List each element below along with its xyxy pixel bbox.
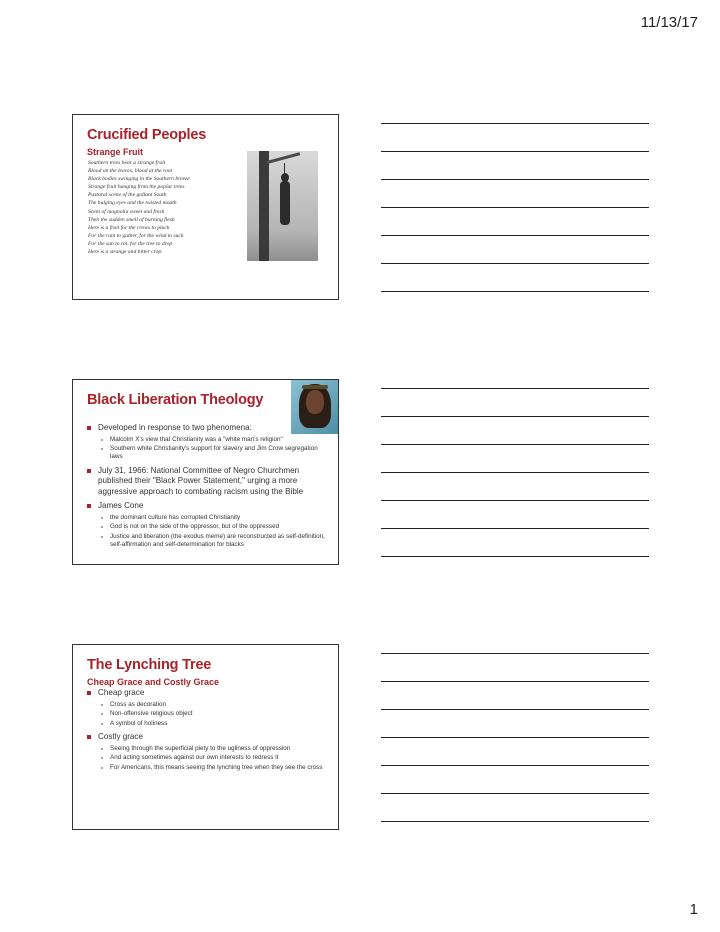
bullet-marker-icon (87, 735, 91, 739)
dot-icon (101, 536, 103, 538)
dot-icon (101, 448, 103, 450)
page-number: 1 (689, 901, 698, 918)
sub-bullet-item: A symbol of holiness (98, 720, 332, 728)
sub-bullet-item: And acting sometimes against our own interests to redress it (98, 754, 332, 762)
sub-bullet-item: Cross as decoration (98, 701, 332, 709)
dot-icon (101, 723, 103, 725)
poem-line: Black bodies swinging in the Southern breeze (88, 176, 190, 183)
lynching-photo (247, 151, 318, 261)
slide-crucified-peoples (72, 114, 339, 300)
dot-icon (101, 748, 103, 750)
poem-line: For the sun to rot, for the tree to drop (88, 240, 173, 247)
poem-line: The bulging eyes and the twisted mouth (88, 200, 177, 207)
bullet-list (87, 423, 332, 553)
slide-subtitle: Cheap Grace and Costly Grace (87, 677, 220, 687)
dot-icon (101, 767, 103, 769)
handout-date: 11/13/17 (640, 14, 698, 31)
bullet-text: Costly grace (98, 732, 143, 742)
poem-line: For the rain to gather, for the wind to suck (88, 232, 184, 239)
slide-subtitle: Strange Fruit (87, 147, 144, 157)
sub-bullet-item: Southern white Christianity's support for slavery and Jim Crow segregation laws (98, 445, 332, 461)
sub-bullet-item: the dominant culture has corrupted Christianity (98, 514, 332, 522)
bullet-item (87, 423, 332, 462)
bullet-list (87, 688, 332, 776)
poem-line: Here is a fruit for the crows to pluck (88, 224, 170, 231)
slide-title: Black Liberation Theology (87, 392, 264, 408)
poem-line: Blood on the leaves, blood at the root (88, 168, 172, 175)
bullet-text: July 31, 1966: National Committee of Negro Churchmen published their "Black Power Statement," urging a more aggressive approach to combating racism using the Bible (98, 465, 304, 496)
slide-title: The Lynching Tree (87, 657, 212, 673)
dot-icon (101, 704, 103, 706)
sub-bullet-item: Seeing through the superficial piety to the ugliness of oppression (98, 745, 332, 753)
dot-icon (101, 526, 103, 528)
bullet-marker-icon (87, 469, 91, 473)
poem-text (88, 159, 248, 256)
bullet-text: Cheap grace (98, 688, 145, 697)
poem-line: Then the sudden smell of burning flesh (88, 216, 175, 223)
dot-icon (101, 757, 103, 759)
dot-icon (101, 517, 103, 519)
sub-bullet-item: Justice and liberation (the exodus meme) are reconstructed as self-definition, self-affirmation and self-determination for blacks (98, 533, 332, 549)
bullet-item (87, 688, 332, 728)
bullet-item (87, 732, 332, 772)
slide-title: Crucified Peoples (87, 127, 207, 143)
sub-bullet-item: God is not on the side of the oppressor, but of the oppressed (98, 523, 332, 531)
poem-line: Here is a strange and bitter crop. (88, 249, 163, 256)
poem-line: Pastoral scene of the gallant South (88, 192, 167, 199)
bullet-item (87, 501, 332, 549)
poem-line: Southern trees bear a strange fruit (88, 160, 166, 166)
sub-bullet-item: Malcolm X's view that Christianity was a "white man's religion" (98, 436, 332, 444)
slide-lynching-tree (72, 644, 339, 830)
poem-line: Scent of magnolia sweet and fresh (88, 208, 165, 215)
bullet-item (87, 466, 332, 498)
bullet-marker-icon (87, 426, 91, 430)
dot-icon (101, 439, 103, 441)
bullet-text: Developed in response to two phenomena: (98, 423, 252, 432)
sub-bullet-item: Non-offensive religious object (98, 710, 332, 718)
bullet-marker-icon (87, 504, 91, 508)
dot-icon (101, 713, 103, 715)
sub-bullet-item: For Americans, this means seeing the lynching tree when they see the cross (98, 764, 332, 772)
poem-line: Strange fruit hanging from the poplar trees (88, 184, 185, 191)
bullet-marker-icon (87, 691, 91, 695)
slide-black-liberation-theology (72, 379, 339, 565)
bullet-text: James Cone (98, 501, 144, 511)
